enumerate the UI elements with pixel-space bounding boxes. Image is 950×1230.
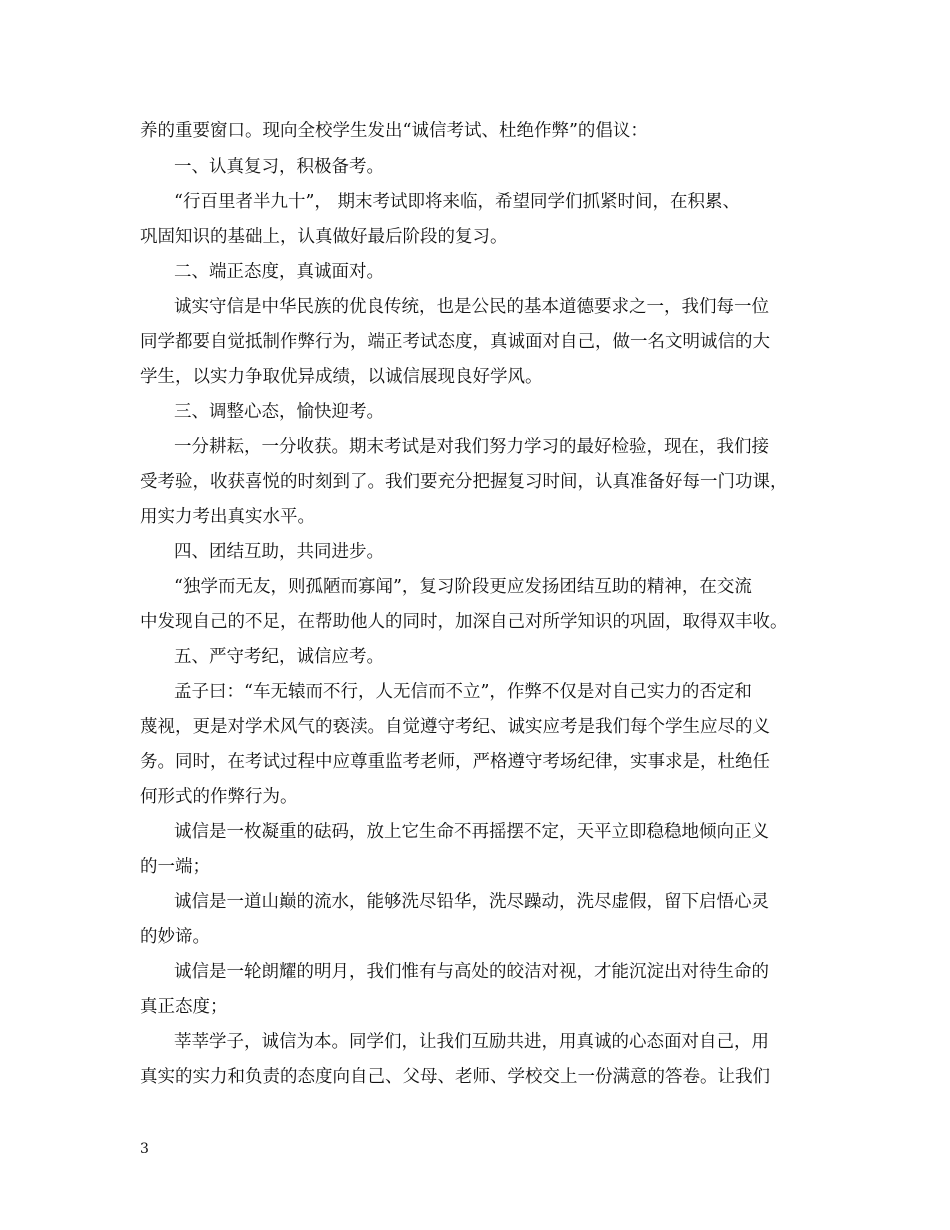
section-heading: 五、严守考纪，诚信应考。	[174, 647, 384, 667]
text-line: 养的重要窗口。现向全校学生发出“诚信考试、杜绝作弊”的倡议：	[140, 121, 648, 141]
text-line: 学生，以实力争取优异成绩，以诚信展现良好学风。	[140, 367, 543, 387]
section-heading: 四、团结互助，共同进步。	[174, 542, 384, 562]
text-line: 用实力考出真实水平。	[140, 507, 315, 527]
text-line: 的一端；	[140, 857, 210, 877]
text-line: 真实的实力和负责的态度向自己、父母、老师、学校交上一份满意的答卷。让我们	[140, 1067, 770, 1087]
text-line: 诚实守信是中华民族的优良传统，也是公民的基本道德要求之一，我们每一位	[174, 297, 769, 317]
text-line: 务。同时，在考试过程中应尊重监考老师，严格遵守考场纪律，实事求是，杜绝任	[140, 752, 770, 772]
text-line: 蔑视，更是对学术风气的亵渎。自觉遵守考纪、诚实应考是我们每个学生应尽的义	[140, 717, 770, 737]
text-line: 真正态度；	[140, 997, 228, 1017]
page-number: 3	[140, 1141, 149, 1157]
text-line: 同学都要自觉抵制作弊行为，端正考试态度，真诚面对自己，做一名文明诚信的大	[140, 332, 770, 352]
text-line: 诚信是一轮朗耀的明月，我们惟有与高处的皎洁对视，才能沉淀出对待生命的	[174, 962, 769, 982]
text-line: 诚信是一道山巅的流水，能够洗尽铅华，洗尽躁动，洗尽虚假，留下启悟心灵	[174, 892, 769, 912]
text-line: “独学而无友，则孤陋而寡闻”，复习阶段更应发扬团结互助的精神，在交流	[174, 577, 752, 597]
text-line: 莘莘学子，诚信为本。同学们，让我们互励共进，用真诚的心态面对自己，用	[174, 1032, 769, 1052]
text-line: 何形式的作弊行为。	[140, 787, 298, 807]
section-heading: 三、调整心态，愉快迎考。	[174, 402, 384, 422]
text-line: “行百里者半九十”， 期末考试即将来临，希望同学们抓紧时间，在积累、	[174, 192, 740, 212]
text-line: 中发现自己的不足，在帮助他人的同时，加深自己对所学知识的巩固，取得双丰收。	[140, 612, 788, 632]
section-heading: 一、认真复习，积极备考。	[174, 157, 384, 177]
text-line: 诚信是一枚凝重的砝码，放上它生命不再摇摆不定，天平立即稳稳地倾向正义	[174, 822, 769, 842]
text-line: 的妙谛。	[140, 927, 210, 947]
section-heading: 二、端正态度，真诚面对。	[174, 262, 384, 282]
text-line: 一分耕耘，一分收获。期末考试是对我们努力学习的最好检验，现在，我们接	[174, 437, 769, 457]
text-line: 孟子曰：“车无辕而不行，人无信而不立”，作弊不仅是对自己实力的否定和	[174, 682, 752, 702]
text-line: 受考验，收获喜悦的时刻到了。我们要充分把握复习时间，认真准备好每一门功课，	[140, 472, 788, 492]
text-line: 巩固知识的基础上，认真做好最后阶段的复习。	[140, 227, 508, 247]
